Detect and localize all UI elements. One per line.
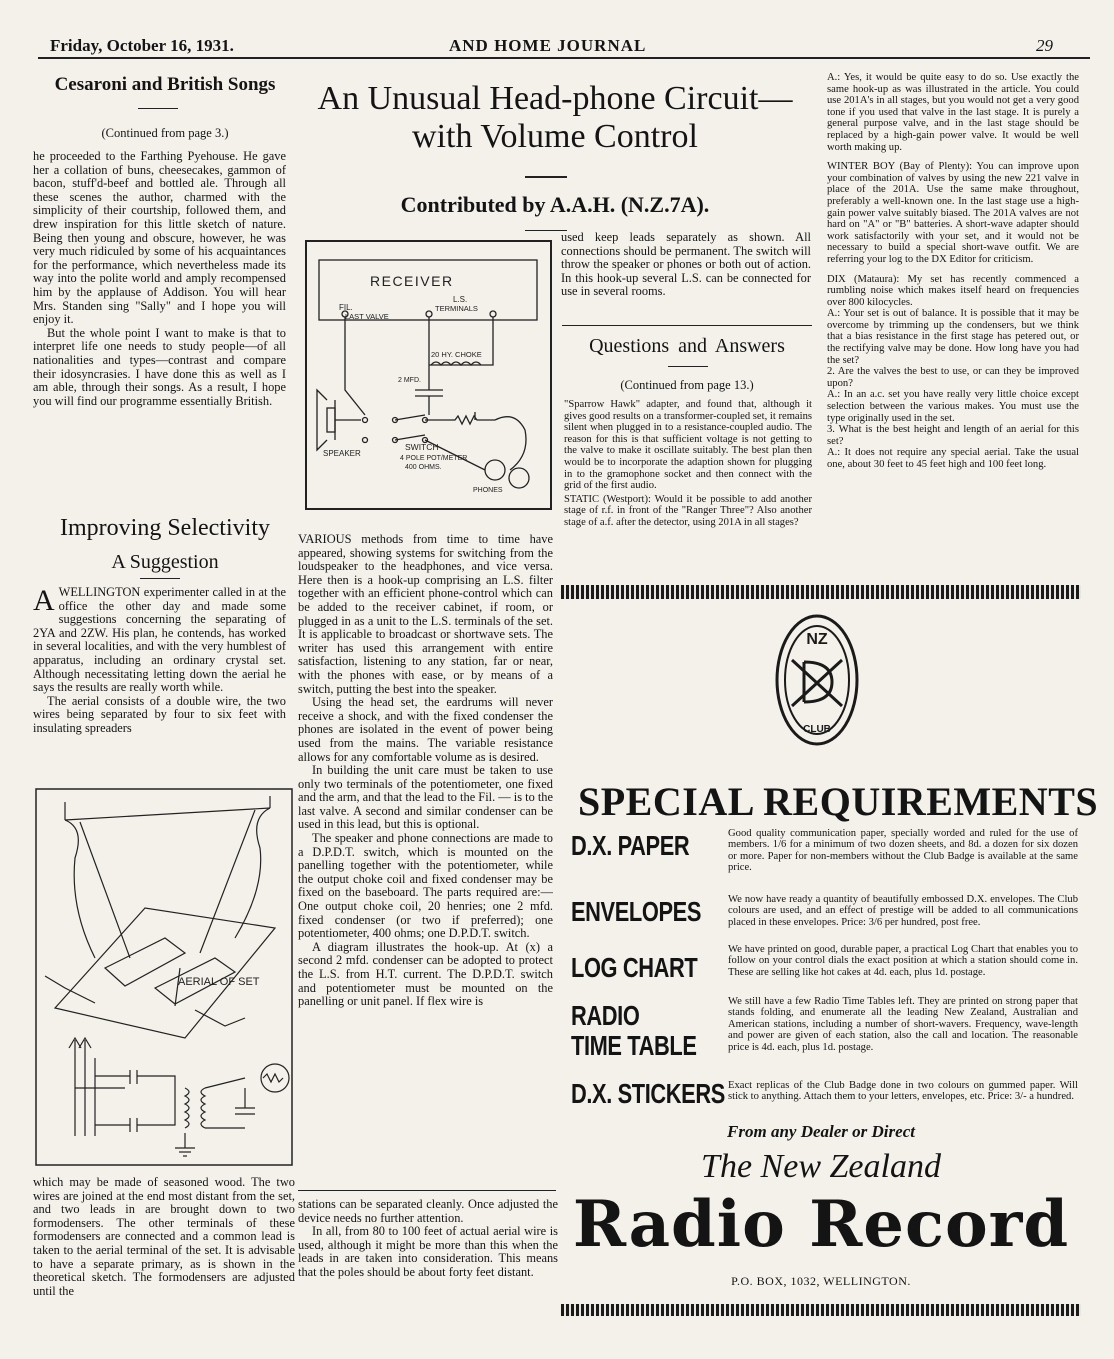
title-rule bbox=[525, 176, 567, 178]
paragraph: In all, from 80 to 100 feet of actual aerial wire is used, although it might be more than this when the leads in are taken into consideration. This means that the poles should be about forty feet distant. bbox=[298, 1224, 558, 1279]
column-rule bbox=[562, 325, 812, 326]
cesaroni-continued: (Continued from page 3.) bbox=[101, 126, 229, 140]
diagram-label-mfd: 2 MFD. bbox=[398, 377, 421, 384]
badge-text-bottom: CLUB bbox=[803, 724, 831, 735]
qa-title: Questions and Answers bbox=[589, 335, 785, 357]
title-rule bbox=[138, 108, 178, 109]
paragraph: WINTER BOY (Bay of Plenty): You can improve upon your combination of valves by using the new 221 valve in place of the 201A. Use the same make throughout, preferably a well-known one. In the last stage use a high-gain power valve suitably biased. The 201A valves are not hard on "A" or "B" batteries. A short-wave adapter should work satisfactorily with your set, and it would not be necessary to build a special short-wave outfit. We are referring your log to the DX Editor for criticism. bbox=[827, 161, 1079, 265]
paragraph: 3. What is the best height and length of an aerial for this set? bbox=[827, 424, 1079, 447]
column-rule bbox=[298, 1190, 556, 1191]
ad-headline: SPECIAL REQUIREMENTS bbox=[578, 779, 1099, 824]
diagram-label-terminals: TERMINALS bbox=[435, 304, 478, 313]
selectivity-title: Improving Selectivity bbox=[60, 515, 270, 541]
diagram-label-fil: FIL. bbox=[339, 303, 353, 312]
paragraph-text: WELLINGTON experimenter called in at the office the other day and made some suggestions concerning the separating of 2YA and 2ZW. His plan, he contends, has worked in several localities, and with the very humblest of apparatus, including an ordinary crystal set. Although necessitating letting down the aerial he says the results are really worth while. bbox=[33, 586, 286, 695]
paragraph: stations can be separated cleanly. Once adjusted the device needs no further attention. bbox=[298, 1198, 558, 1225]
headphone-byline: Contributed by A.A.H. (N.Z.7A). bbox=[400, 192, 710, 217]
selectivity-body-col2 bbox=[298, 1198, 558, 1323]
paragraph: STATIC (Westport): Would it be possible to add another stage of r.f. in front of the "Ranger Three"? Also another stage of a.f. after the detector, using 201A in all stages? bbox=[564, 493, 812, 528]
headphone-body-col2 bbox=[298, 533, 553, 1185]
diagram-label-choke: 20 HY. CHOKE bbox=[431, 350, 482, 359]
ad-item-text: We still have a few Radio Time Tables left. They are printed on strong paper that stands folding, and enumerate all the leading New Zealand, Australian and American stations, including a number of short-wavers. Frequency, wave-length and power are given of each station, also the call and location. The reasonable price is 4d. each, plus 1d. postage. bbox=[728, 996, 1078, 1053]
qa-body-col3 bbox=[564, 399, 812, 579]
drop-cap: A bbox=[33, 586, 55, 617]
headphone-title-line1: An Unusual Head-phone Circuit— bbox=[317, 80, 793, 117]
paragraph: A.: Your set is out of balance. It is possible that it may be overcome by trimming up the condensers, but we think that a bias resistance in the first stage has petered out, or the rectifying valve may be done. How long have you had the set? bbox=[827, 308, 1079, 366]
diagram-label-aerial: AERIAL OF SET bbox=[178, 976, 260, 988]
ad-address: P.O. BOX, 1032, WELLINGTON. bbox=[731, 1274, 911, 1288]
club-badge bbox=[772, 610, 862, 750]
ad-item-text: Exact replicas of the Club Badge done in two colours on gummed paper. Will stick to anything. Attach them to your letters, envelopes, etc. Price: 3/- a hundred. bbox=[728, 1080, 1078, 1103]
ad-item-text: We now have ready a quantity of beautifully embossed D.X. envelopes. The Club colours are used, and an effect of prestige will be added to all communications placed in these envelopes. Price: 3/6 per hundred, post free. bbox=[728, 894, 1078, 928]
diagram-label-last-valve: LAST VALVE bbox=[345, 312, 389, 321]
paragraph: A.: Yes, it would be quite easy to do so. Use exactly the same hook-up as was illustrated in the article. You could use 201A's in all stages, but you would not get a very good tone if you used that valve in the last stage. It is purely a general purpose valve, and in the last stage should be replaced by a high-gain power valve. It would be well worth making up. bbox=[827, 72, 1079, 153]
selectivity-subtitle: A Suggestion bbox=[111, 551, 219, 573]
header-date: Friday, October 16, 1931. bbox=[50, 36, 234, 55]
header-rule bbox=[38, 57, 1090, 59]
ad-bottom-border bbox=[561, 1304, 1081, 1316]
paragraph: The speaker and phone connections are made to a D.P.D.T. switch, which is mounted on the panelling together with the potentiometer, while the output choke coil and fixed condenser may be fixed on the baseboard. The parts required are:—One output choke coil, 20 henries; one 2 mfd. fixed condenser (or two if preferred); one potentiometer, 400 ohms; one D.P.D.T. switch. bbox=[298, 831, 553, 941]
diagram-label-pot2: 400 OHMS. bbox=[405, 464, 442, 471]
title-rule bbox=[668, 366, 708, 367]
diagram-label-ls: L.S. bbox=[453, 295, 468, 304]
paragraph: In building the unit care must be taken to use only two terminals of the potentiometer, one fixed and the arm, and that the lead to the Fil. — is to the last valve. A second and similar condenser can be used in this lead, but this is optional. bbox=[298, 763, 553, 832]
ad-item-label: ENVELOPES bbox=[571, 896, 702, 927]
title-rule bbox=[140, 578, 180, 579]
ad-masthead: Radio Record bbox=[572, 1187, 1070, 1262]
header-page-number: 29 bbox=[1036, 36, 1053, 55]
paragraph: But the whole point I want to make is that to interpret life one needs to study people—of all nationalities and types—contrast and compare their idosyncrasies. I have done this as well as I am able, through their songs. As a result, I hope you will find our programme essentially British. bbox=[33, 325, 286, 408]
ad-top-border bbox=[561, 585, 1081, 599]
aerial-diagram bbox=[35, 788, 293, 1166]
paragraph: DIX (Mataura): My set has recently commenced a rumbling noise which makes itself heard on frequencies over 800 kilocycles. bbox=[827, 273, 1079, 308]
diagram-label-phones: PHONES bbox=[473, 487, 503, 494]
paragraph: A.: In an a.c. set you have really very little choice except selection between the various makes. You must use the type originally used in the set. bbox=[827, 389, 1079, 424]
ad-dealer: From any Dealer or Direct bbox=[727, 1122, 915, 1141]
paragraph: which may be made of seasoned wood. The two wires are joined at the end most distant from the set, and two leads in are brought down to two formodensers. The other terminals of these formodensers are connected and a common lead is taken to the aerial terminal of the set. It is advisable to have a separate primary, as is shown in the theoretical sketch. The formodensers are adjusted until the bbox=[33, 1176, 295, 1298]
paragraph: A diagram illustrates the hook-up. At (x) a second 2 mfd. condenser can be adopted to protect the L.S. from H.T. current. The D.P.D.T. switch and potentiometer must be mounted on the panelling or unit panel. If flex wire is bbox=[298, 939, 553, 1009]
diagram-label-speaker: SPEAKER bbox=[323, 449, 361, 458]
selectivity-body-cont bbox=[33, 1176, 295, 1332]
paragraph: The aerial consists of a double wire, the two wires being separated by four to six feet with insulating spreaders bbox=[33, 693, 286, 735]
header-journal: AND HOME JOURNAL bbox=[449, 36, 647, 55]
paragraph: 2. Are the valves the best to use, or can they be improved upon? bbox=[827, 366, 1079, 389]
headphone-title-line2: with Volume Control bbox=[412, 118, 698, 155]
paragraph bbox=[33, 586, 286, 695]
badge-text-top: NZ bbox=[806, 631, 828, 648]
circuit-diagram bbox=[305, 240, 552, 510]
cesaroni-body bbox=[33, 150, 286, 486]
ad-item-label: D.X. STICKERS bbox=[571, 1078, 725, 1109]
ad-item-text: We have printed on good, durable paper, a practical Log Chart that enables you to follow on your control dials the exact position at which a station should come in. These are selling like hot cakes at 4d. each, plus 1d. postage. bbox=[728, 944, 1078, 978]
diagram-label-pot1: 4 POLE POT/METER bbox=[400, 455, 468, 462]
ad-nz: The New Zealand bbox=[701, 1148, 941, 1185]
qa-continued: (Continued from page 13.) bbox=[620, 378, 754, 392]
paragraph: used keep leads separately as shown. All connections should be permanent. The switch will throw the speaker or phones or both out of action. In this hook-up several L.S. can be connected for use in several rooms. bbox=[561, 231, 811, 299]
paragraph: Using the head set, the eardrums will never receive a shock, and with the fixed condenser the phones are isolated in the event of power being used from the mains. The variable resistance allows for any comfortable volume as is desired. bbox=[298, 695, 553, 764]
diagram-label-receiver: RECEIVER bbox=[370, 273, 454, 289]
ad-item-label: LOG CHART bbox=[571, 952, 698, 983]
ad-item-label: D.X. PAPER bbox=[571, 830, 690, 861]
ad-item-label: RADIO bbox=[571, 1000, 640, 1031]
selectivity-body bbox=[33, 586, 286, 778]
paragraph: A.: It does not require any special aerial. Take the usual one, about 30 feet to 45 feet high and 100 feet long. bbox=[827, 447, 1079, 470]
paragraph: he proceeded to the Farthing Pyehouse. He gave her a collation of buns, cheesecakes, gammon of bacon, stuff'd-beef and bottled ale. Through all these scenes the author, charmed with the simplicity of their courtship, followed them, and drew inspiration for this little sketch of nature. Being then young and obscure, however, he was very much ridiculed by some of his acquaintances for the performance, which nevertheless made its way into the polite world and amply recompensed him by the applause of Addison. You will hear Mrs. Standen sing "Sally" and I hope you will enjoy it. bbox=[33, 150, 286, 327]
paragraph: VARIOUS methods from time to time have appeared, showing systems for switching from the loudspeaker to the headphones, and vice versa. Here then is a hook-up comprising an L.S. filter together with an efficient phone-control which can be added to the receiver cabinet, if room, or plugged in as a unit to the L.S. terminals of the set. It is applicable to broadcast or shortwave sets. The writer has used this arrangement with entire satisfaction, listening to any station, far or near, with the phones with ease, or by means of a switch, putting the best into the speaker. bbox=[298, 533, 553, 696]
ad-item-label-line2: TIME TABLE bbox=[571, 1030, 697, 1061]
cesaroni-title: Cesaroni and British Songs bbox=[54, 74, 276, 95]
ad-item-text: Good quality communication paper, specially worded and ruled for the use of members. 1/6 for a minimum of two dozen sheets, and 8d. a dozen for six dozen or more. Paper for non-members without the Club Badge is available at the same price. bbox=[728, 828, 1078, 874]
headphone-body-col3 bbox=[561, 231, 811, 319]
paragraph: "Sparrow Hawk" adapter, and found that, although it gives good results on a transformer-coupled set, it remains silent when plugged in to a resistance-coupled audio. The reason for this is that sufficient voltage is not getting to the valve to make it oscillate suitably. The best plan then would be to incorporate the adaption shown for plugging in to the gramophone socket and then connect with the grid of the first audio. bbox=[564, 399, 812, 492]
diagram-label-switch: SWITCH bbox=[405, 442, 439, 452]
qa-body-col4 bbox=[827, 72, 1079, 572]
